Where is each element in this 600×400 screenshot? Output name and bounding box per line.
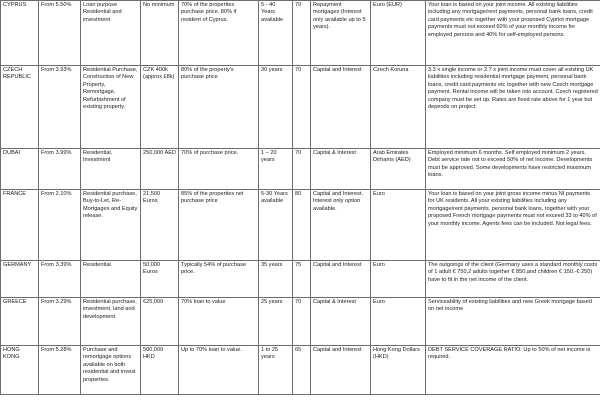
currency-cell: Czech Koruna <box>371 66 426 149</box>
max-age-cell: 70 <box>293 66 311 149</box>
table-row <box>1 1 600 66</box>
max-age-cell: 70 <box>293 1 311 66</box>
term-cell: 5 - 40 Years available <box>259 1 293 66</box>
income-criteria-cell: Your loan is based on your joint gross income minus NI payments for UK residents. All your existing liabilities including any mortgage/rent payments, personal bank loans, together with your proposed French mortgage payments must not exceed 33 to 40% of your monthly income. Agents fees can be included. Not legal fees. <box>426 190 600 261</box>
loan-to-value-cell: 70% of the properties purchase price. 80% if resident of Cyprus. <box>179 1 259 66</box>
max-age-cell: 70 <box>293 298 311 346</box>
currency-cell: Euro <box>371 190 426 261</box>
loan-purpose-cell: Residential. <box>81 261 141 298</box>
minimum-loan-cell: €25,000 <box>141 298 179 346</box>
country-cell: GERMANY <box>1 261 39 298</box>
minimum-loan-cell: 500,000 HKD <box>141 346 179 395</box>
table-row <box>1 261 600 298</box>
repayment-cell: Capital and Interest <box>311 261 371 298</box>
rate-cell: From 3.39% <box>39 261 81 298</box>
repayment-cell: Capital & Interest <box>311 149 371 190</box>
loan-purpose-cell: Purchase and remortgage options available on both residential and invest properties. <box>81 346 141 395</box>
loan-purpose-cell: Residential Purchase, Construction of New Property, Remortgage, Refurbishment of existing property. <box>81 66 141 149</box>
repayment-cell: Capital and Interest. Interest only option available. <box>311 190 371 261</box>
loan-to-value-cell: Up to 70% loan to value. <box>179 346 259 395</box>
loan-purpose-cell: Residential, Investment <box>81 149 141 190</box>
loan-purpose-cell: Loan purpose Residential and investment <box>81 1 141 66</box>
term-cell: 1 – 20 years <box>259 149 293 190</box>
income-criteria-cell: Employed minimum 6 months. Self employed minimum 2 years. Debt service rate not to exceed 50% of net income. Developments must be approved. Some developments have restricted maximum loans. <box>426 149 600 190</box>
rate-cell: From 3.29% <box>39 298 81 346</box>
term-cell: 1 to 25 years <box>259 346 293 395</box>
max-age-cell: 75 <box>293 261 311 298</box>
table-row <box>1 66 600 149</box>
country-cell: HONG KONG <box>1 346 39 395</box>
term-cell: 25 years <box>259 298 293 346</box>
minimum-loan-cell: 250,000 AED <box>141 149 179 190</box>
repayment-cell: Capital & Interest <box>311 298 371 346</box>
loan-to-value-cell: 85% of the properties net purchase price <box>179 190 259 261</box>
country-cell: GREECE <box>1 298 39 346</box>
table-row <box>1 149 600 190</box>
table-row <box>1 346 600 395</box>
rate-cell: From 2.10% <box>39 190 81 261</box>
loan-purpose-cell: Residential purchase, Buy-to-Let, Re-Mortgages and Equity release. <box>81 190 141 261</box>
income-criteria-cell: DEBT SERVICE COVERAGE RATIO: Up to 50% of net income is required. <box>426 346 600 395</box>
minimum-loan-cell: No minimum <box>141 1 179 66</box>
income-criteria-cell: Serviceability of existing liabilities and new Greek mortgage based on net income <box>426 298 600 346</box>
loan-to-value-cell: Typically 54% of purchase price. <box>179 261 259 298</box>
rate-cell: From 3.99% <box>39 149 81 190</box>
repayment-cell: Repayment mortgages (Interest only available up to 5 years). <box>311 1 371 66</box>
rate-cell: From 3.93% <box>39 66 81 149</box>
max-age-cell: 80 <box>293 190 311 261</box>
currency-cell: Arab Emirates Dirhams (AED) <box>371 149 426 190</box>
country-cell: FRANCE <box>1 190 39 261</box>
loan-purpose-cell: Residential purchase, investment, land and development. <box>81 298 141 346</box>
repayment-cell: Capital and Interest <box>311 346 371 395</box>
income-criteria-cell: 3.3 x single income or 2.7 x joint income must cover all existing UK liabilities including residential mortgage payment, personal bank loans, credit card payments etc together with new Czech mortgage payment. Rental income will be taken into account. Czech registered company must be set up. Rates are fixed rate above for 1 year but depends on project. <box>426 66 600 149</box>
minimum-loan-cell: CZK 400k (approx £8k) <box>141 66 179 149</box>
table-row <box>1 298 600 346</box>
max-age-cell: 70 <box>293 149 311 190</box>
currency-cell: Euro (EUR) <box>371 1 426 66</box>
repayment-cell: Capital and Interest <box>311 66 371 149</box>
income-criteria-cell: The outgoings of the client (Germany uses a standard monthly costs of 1 adult € 750,2 adults together € 850,and children € 150.-€ 250) have to fit in the net income of the client. <box>426 261 600 298</box>
term-cell: 35 years <box>259 261 293 298</box>
rate-cell: From 5.50% <box>39 1 81 66</box>
loan-to-value-cell: 70% loan to value <box>179 298 259 346</box>
max-age-cell: 65 <box>293 346 311 395</box>
country-cell: CZECH REPUBLIC <box>1 66 39 149</box>
country-cell: DUBAI <box>1 149 39 190</box>
term-cell: 5-30 Years available <box>259 190 293 261</box>
income-criteria-cell: Your loan is based on your joint income. All existing liabilities including any mortgage/rent payments, personal bank loans, credit card payments etc together with your proposed Cypriot mortgage payments must not exceed 60% of your monthly income for employed persons and 40% for self-employed persons. <box>426 1 600 66</box>
minimum-loan-cell: 50,000 Euros <box>141 261 179 298</box>
rate-cell: From 5.28% <box>39 346 81 395</box>
currency-cell: Hong Kong Dollars (HKD) <box>371 346 426 395</box>
currency-cell: Euro <box>371 298 426 346</box>
country-cell: CYPRUS <box>1 1 39 66</box>
loan-to-value-cell: 70% of purchase price. <box>179 149 259 190</box>
currency-cell: Euro <box>371 261 426 298</box>
minimum-loan-cell: 21,500 Euros <box>141 190 179 261</box>
loan-to-value-cell: 80% of the property's purchase price <box>179 66 259 149</box>
term-cell: 30 years <box>259 66 293 149</box>
table-row <box>1 190 600 261</box>
